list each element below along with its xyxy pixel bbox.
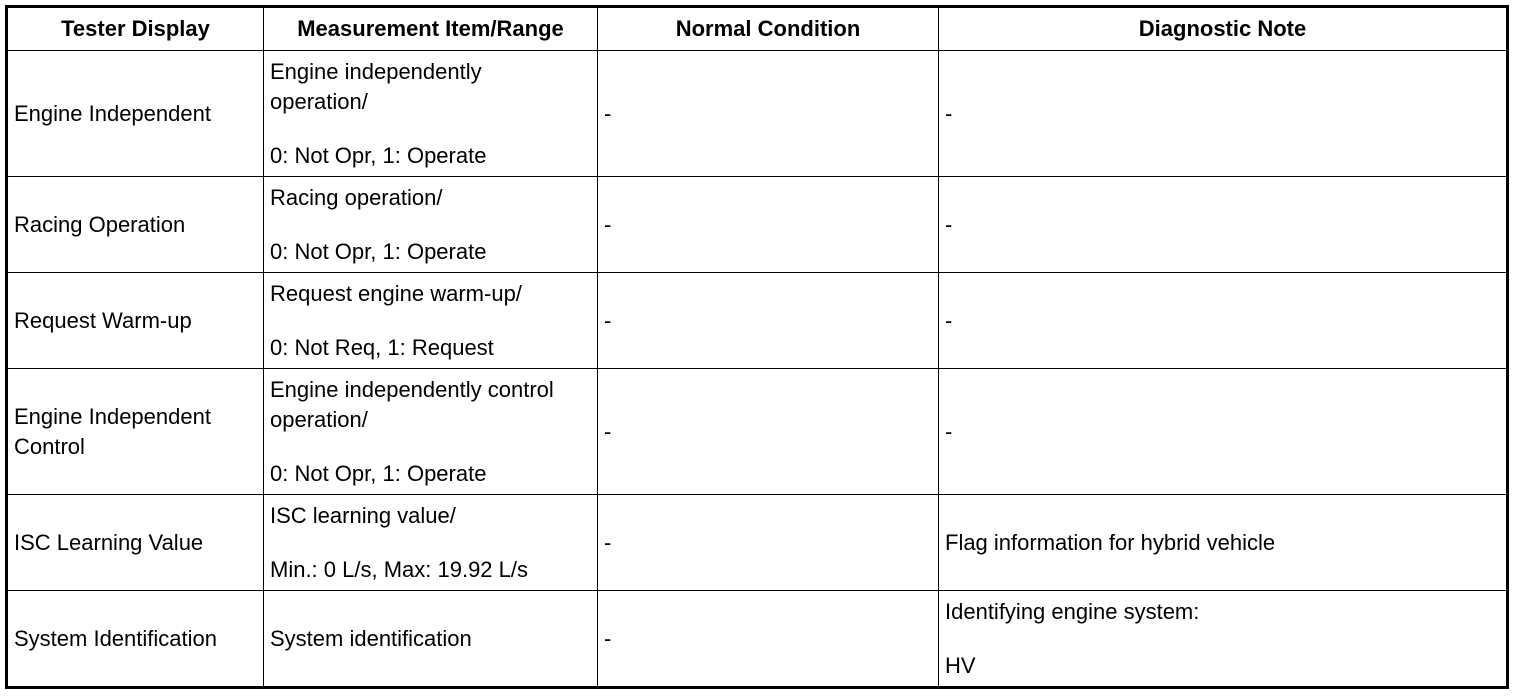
measurement-item: Engine independently control	[270, 376, 554, 402]
header-row	[7, 7, 1508, 51]
measurement-item-cont: operation/	[270, 406, 368, 432]
measurement-range: 0: Not Opr, 1: Operate	[270, 238, 487, 264]
diagnostic-note-cell: -	[939, 51, 1508, 177]
measurement-cell	[264, 177, 598, 273]
diagnostic-note-line: Identifying engine system:	[945, 598, 1200, 624]
tester-display-cell	[7, 273, 264, 369]
measurement-range: Min.: 0 L/s, Max: 19.92 L/s	[270, 556, 529, 582]
measurement-cell	[264, 369, 598, 495]
tester-display-text-cont: Control	[14, 433, 85, 459]
measurement-cell	[264, 495, 598, 591]
table-row	[7, 177, 1508, 273]
table-row	[7, 495, 1508, 591]
table-row	[7, 51, 1508, 177]
measurement-cell	[264, 273, 598, 369]
measurement-cell	[264, 591, 598, 688]
tester-display-cell	[7, 369, 264, 495]
normal-condition-cell: -	[598, 51, 939, 177]
measurement-range: 0: Not Req, 1: Request	[270, 334, 494, 360]
measurement-item: System identification	[270, 625, 472, 651]
normal-condition-cell: -	[598, 273, 939, 369]
tester-display-cell	[7, 177, 264, 273]
table-row	[7, 273, 1508, 369]
diagnostic-note-cell: -	[939, 273, 1508, 369]
normal-condition-cell: -	[598, 369, 939, 495]
measurement-item-cont: operation/	[270, 88, 368, 114]
table-row	[7, 369, 1508, 495]
diagnostic-note-cell	[939, 591, 1508, 688]
header-measurement-item: Measurement Item/Range	[264, 7, 598, 51]
header-diagnostic-note: Diagnostic Note	[939, 7, 1508, 51]
measurement-item: Racing operation/	[270, 184, 443, 210]
tester-display-text: Engine Independent	[14, 100, 211, 126]
tester-display-text: Racing Operation	[14, 211, 186, 237]
tester-display-text: ISC Learning Value	[14, 529, 204, 555]
header-tester-display: Tester Display	[7, 7, 264, 51]
normal-condition-cell: -	[598, 495, 939, 591]
measurement-item: ISC learning value/	[270, 502, 456, 528]
tester-display-cell	[7, 591, 264, 688]
tester-display-text: Request Warm-up	[14, 307, 192, 333]
header-normal-condition: Normal Condition	[598, 7, 939, 51]
measurement-range: 0: Not Opr, 1: Operate	[270, 142, 487, 168]
measurement-range: 0: Not Opr, 1: Operate	[270, 460, 487, 486]
tester-display-text: Engine Independent	[14, 403, 211, 429]
diagnostic-note-line: HV	[945, 652, 976, 678]
normal-condition-cell: -	[598, 177, 939, 273]
tester-display-cell	[7, 495, 264, 591]
diagnostic-note-cell: Flag information for hybrid vehicle	[939, 495, 1508, 591]
measurement-cell	[264, 51, 598, 177]
normal-condition-cell: -	[598, 591, 939, 688]
tester-display-cell	[7, 51, 264, 177]
table-row	[7, 591, 1508, 688]
tester-display-text: System Identification	[14, 625, 217, 651]
diagnostic-note-cell: -	[939, 177, 1508, 273]
data-list-table	[5, 5, 1509, 689]
measurement-item: Request engine warm-up/	[270, 280, 522, 306]
measurement-item: Engine independently	[270, 58, 482, 84]
diagnostic-note-cell: -	[939, 369, 1508, 495]
